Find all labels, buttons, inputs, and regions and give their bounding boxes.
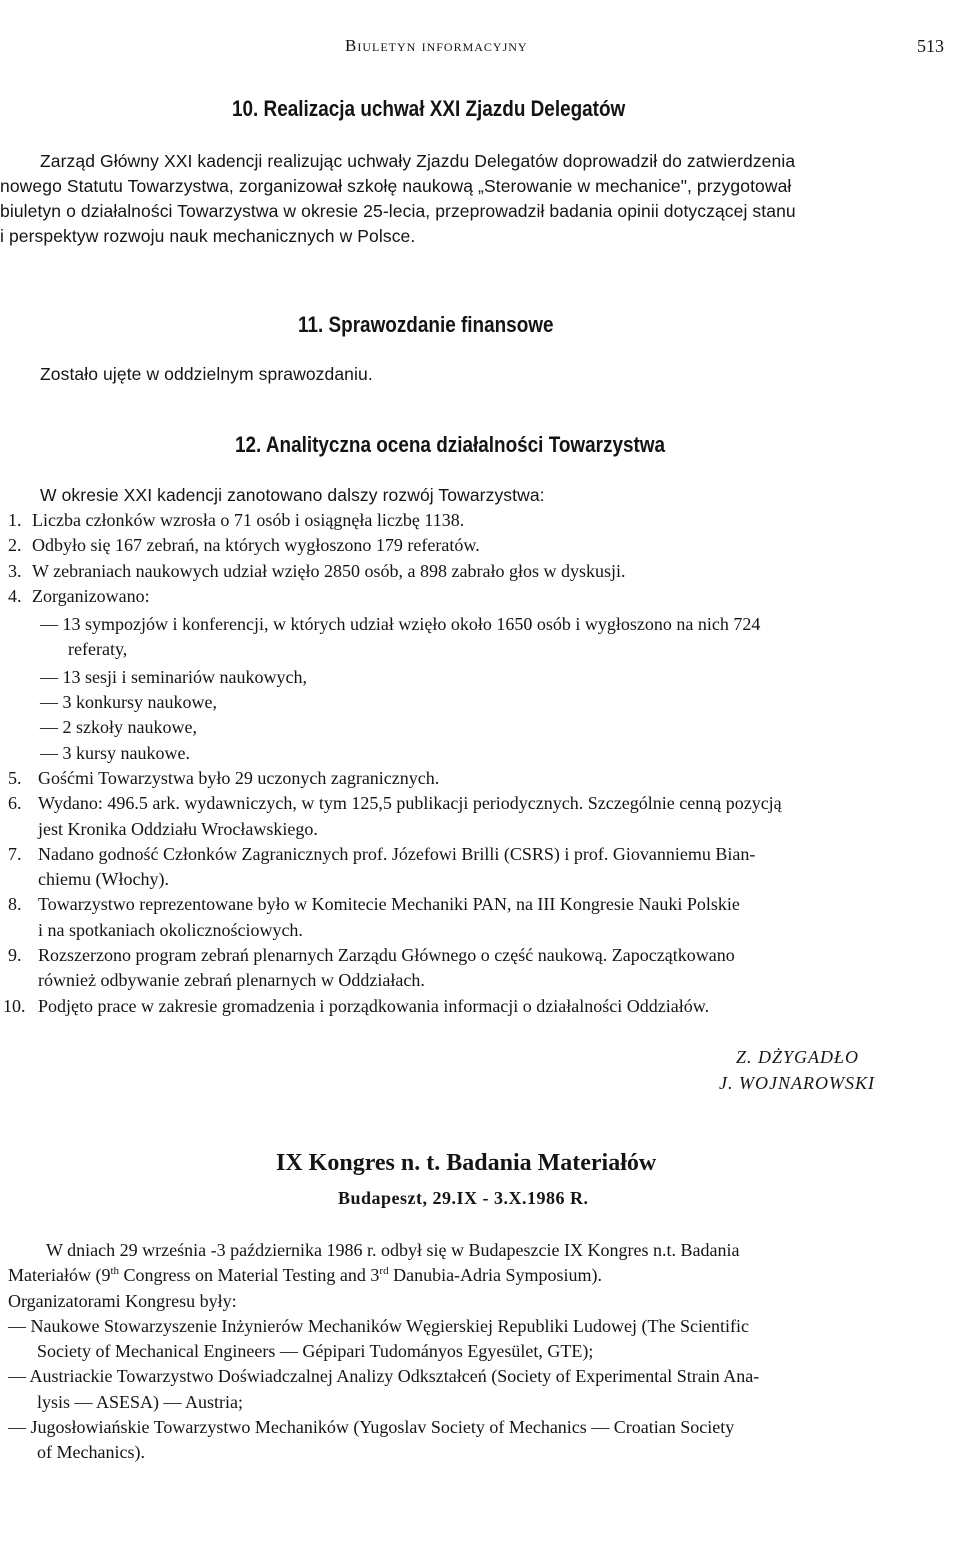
section-10-heading: 10. Realizacja uchwał XXI Zjazdu Delegatów (232, 96, 626, 121)
list-number: 3. (8, 560, 22, 581)
paragraph-line: biuletyn o działalności Towarzystwa w okresie 25-lecia, przeprowadził badania opinii dotyczącej stanu (0, 201, 796, 221)
list-item (0, 943, 960, 994)
list-item (0, 766, 960, 791)
list-item (0, 584, 960, 609)
section-11-heading: 11. Sprawozdanie finansowe (298, 312, 554, 337)
text-run: Materiałów (9 (8, 1265, 111, 1286)
organizer-item: — Jugosłowiańskie Towarzystwo Mechaników (Yugoslav Society of Mechanics — Croatian Society (8, 1417, 735, 1438)
list-text: W zebraniach naukowych udział wzięło 2850 osób, a 898 zabrało głos w dyskusji. (32, 560, 626, 581)
superscript: th (110, 1265, 120, 1278)
sublist-item: — 3 kursy naukowe. (40, 742, 190, 763)
page-number: 513 (917, 36, 944, 56)
list-item (0, 791, 960, 842)
paragraph-line: Zarząd Główny XXI kadencji realizując uchwały Zjazdu Delegatów doprowadził do zatwierdzenia (40, 151, 796, 171)
paragraph-line: i perspektyw rozwoju nauk mechanicznych w Polsce. (0, 226, 416, 246)
list-text: Zorganizowano: (32, 585, 150, 606)
list-number: 1. (8, 510, 22, 530)
list-number: 8. (8, 894, 22, 915)
list-number: 2. (8, 535, 22, 556)
list-text-continuation: również odbywanie zebrań plenarnych w Oddziałach. (38, 970, 425, 991)
organizers-intro: Organizatorami Kongresu były: (8, 1290, 237, 1311)
section-11-text: Zostało ujęte w oddzielnym sprawozdaniu. (40, 364, 373, 384)
section-10-paragraph (0, 149, 960, 249)
section-12-list (0, 508, 960, 1019)
list-item (0, 892, 960, 943)
list-text: Wydano: 496.5 ark. wydawniczych, w tym 125,5 publikacji periodycznych. Szczególnie cenną pozycją (38, 793, 782, 814)
list-text: Liczba członków wzrosła o 71 osób i osiągnęła liczbę 1138. (32, 510, 465, 530)
list-number: 9. (8, 945, 22, 966)
signature-1: Z. DŻYGADŁO (736, 1047, 860, 1067)
kongres-body (0, 1238, 960, 1466)
superscript: rd (379, 1265, 389, 1278)
list-text: Towarzystwo reprezentowane było w Komitecie Mechaniki PAN, na III Kongresie Nauki Polskie (38, 894, 740, 915)
list-item (0, 533, 960, 558)
sublist-item-continuation: referaty, (68, 639, 128, 660)
paragraph-line: W dniach 29 września -3 października 1986 r. odbył się w Budapeszcie IX Kongres n.t. Badania (46, 1240, 740, 1260)
list-text-continuation: jest Kronika Oddziału Wrocławskiego. (38, 818, 318, 839)
list-text-continuation: chiemu (Włochy). (38, 869, 169, 890)
text-run: Congress on Material Testing and 3 (119, 1265, 380, 1286)
list-number: 10. (3, 995, 26, 1016)
list-number: 4. (8, 585, 22, 606)
sublist-item: — 13 sesji i seminariów naukowych, (40, 666, 307, 687)
list-number: 6. (8, 793, 22, 814)
sublist-item: — 3 konkursy naukowe, (40, 692, 217, 713)
organizer-item-continuation: of Mechanics). (37, 1442, 145, 1463)
paragraph-line: nowego Statutu Towarzystwa, zorganizował szkołę naukową „Sterowanie w mechanice", przygotował (0, 176, 792, 196)
section-12-intro: W okresie XXI kadencji zanotowano dalszy rozwój Towarzystwa: (40, 485, 545, 505)
text-run: Danubia-Adria Symposium). (388, 1265, 603, 1286)
list-item (0, 559, 960, 584)
organizer-item-continuation: lysis — ASESA) — Austria; (37, 1391, 244, 1412)
list-text: Gośćmi Towarzystwa było 29 uczonych zagranicznych. (38, 767, 440, 788)
kongres-subtitle: Budapeszt, 29.IX - 3.X.1986 R. (338, 1188, 589, 1208)
paragraph-line (0, 1263, 960, 1288)
list-item (0, 842, 960, 893)
running-header-title: Biuletyn informacyjny (345, 36, 528, 55)
section-12-heading: 12. Analityczna ocena działalności Towarzystwa (235, 432, 666, 457)
list-item (0, 508, 960, 533)
signature-2: J. WOJNAROWSKI (719, 1073, 875, 1093)
sublist-item: — 13 sympozjów i konferencji, w których udział wzięło około 1650 osób i wygłoszono na nich 724 (40, 614, 761, 635)
sublist-item: — 2 szkoły naukowe, (40, 717, 197, 738)
list-text: Odbyło się 167 zebrań, na których wygłoszono 179 referatów. (32, 535, 480, 556)
list-text-continuation: i na spotkaniach okolicznościowych. (38, 919, 303, 940)
kongres-title: IX Kongres n. t. Badania Materiałów (276, 1150, 657, 1176)
list-item (0, 994, 960, 1019)
list-text: Nadano godność Członków Zagranicznych prof. Józefowi Brilli (CSRS) i prof. Giovanniemu Bian- (38, 843, 756, 864)
list-number: 5. (8, 767, 22, 788)
organizer-item-continuation: Society of Mechanical Engineers — Gépipari Tudományos Egyesület, GTE); (37, 1341, 594, 1362)
list-text: Rozszerzono program zebrań plenarnych Zarządu Głównego o część naukową. Zapoczątkowano (38, 945, 735, 966)
organizer-item: — Naukowe Stowarzyszenie Inżynierów Mechaników Węgierskiej Republiki Ludowej (The Scientific (8, 1315, 749, 1336)
list-text: Podjęto prace w zakresie gromadzenia i porządkowania informacji o działalności Oddziałów. (38, 995, 710, 1016)
organizer-item: — Austriackie Towarzystwo Doświadczalnej Analizy Odkształceń (Society of Experimental Strain Ana- (8, 1366, 760, 1387)
list-number: 7. (8, 843, 22, 864)
